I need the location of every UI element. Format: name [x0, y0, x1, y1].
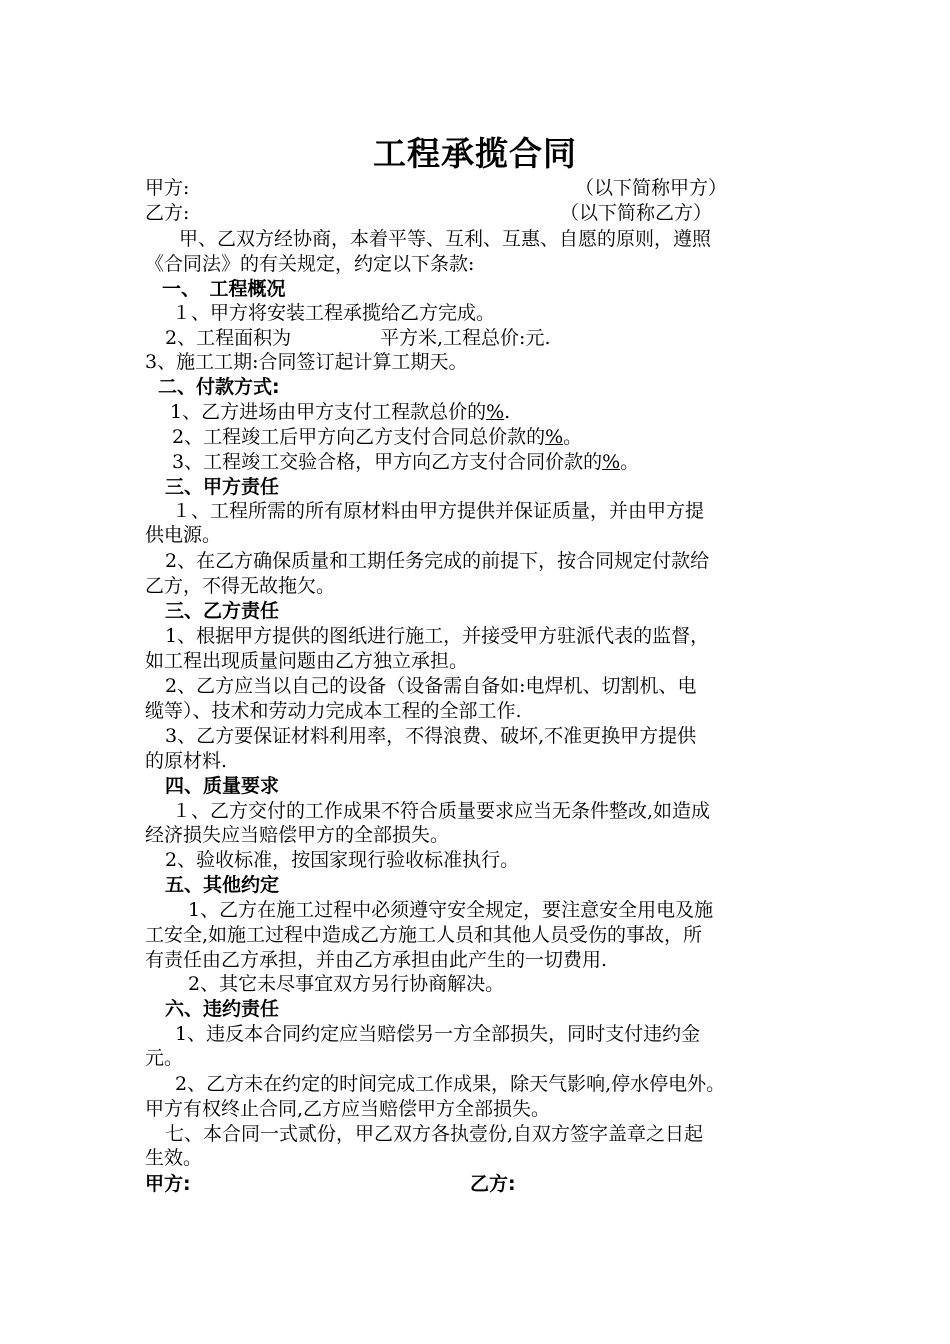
- party-b-label: 乙方:: [145, 202, 190, 224]
- s7-item-2-line-2: 甲方有权终止合同,乙方应当赔偿甲方全部损失。: [145, 1098, 551, 1120]
- document-title: 工程承揽合同: [373, 134, 577, 173]
- section-1-heading: 一、 工程概况: [162, 278, 286, 300]
- s1-item-2b: 平方米,工程总价:元.: [380, 327, 551, 349]
- section-6-heading: 五、其他约定: [165, 874, 280, 896]
- signature-party-a: 甲方:: [145, 1173, 191, 1195]
- s3-item-1-line-2: 供电源。: [145, 524, 222, 546]
- signature-party-b: 乙方:: [470, 1173, 516, 1195]
- party-a-note: （以下简称甲方）: [575, 177, 728, 199]
- s5-item-2: 2、验收标准，按国家现行验收标准执行。: [165, 849, 520, 871]
- s1-item-3: 3、施工工期:合同签订起计算工期天。: [145, 351, 468, 373]
- s7-item-2-line-1: 2、乙方未在约定的时间完成工作成果，除天气影响,停水停电外。: [175, 1073, 726, 1095]
- party-a-label: 甲方:: [145, 177, 190, 199]
- s7-item-1-line-2: 元。: [145, 1047, 184, 1069]
- preamble-line-2: 《合同法》的有关规定，约定以下条款:: [145, 253, 475, 275]
- s4-item-2-line-2: 缆等）、技术和劳动力完成本工程的全部工作.: [145, 700, 522, 722]
- s6-item-2: 2、其它未尽事宜双方另行协商解决。: [188, 973, 505, 995]
- s4-item-1-line-1: 1、根据甲方提供的图纸进行施工，并接受甲方驻派代表的监督，: [165, 625, 710, 647]
- s7-item-1-line-1: 1、违反本合同约定应当赔偿另一方全部损失，同时支付违约金: [175, 1023, 701, 1045]
- s2-item-2: 2、工程竣工后甲方向乙方支付合同总价款的%。: [172, 426, 583, 448]
- s2-item-1: 1、乙方进场由甲方支付工程款总价的%.: [170, 401, 511, 423]
- section-4-heading: 三、乙方责任: [165, 600, 280, 622]
- s5-item-1-line-1: １、乙方交付的工作成果不符合质量要求应当无条件整改,如造成: [172, 800, 711, 822]
- section-3-heading: 三、甲方责任: [165, 476, 280, 498]
- s3-item-2-line-1: 2、在乙方确保质量和工期任务完成的前提下，按合同规定付款给: [165, 550, 710, 572]
- s2-item-3: 3、工程竣工交验合格，甲方向乙方支付合同价款的%。: [172, 451, 640, 473]
- s6-item-1-line-2: 工安全,如施工过程中造成乙方施工人员和其他人员受伤的事故，所: [145, 924, 703, 946]
- s1-item-1: １、甲方将安装工程承揽给乙方完成。: [172, 302, 496, 324]
- s5-item-1-line-2: 经济损失应当赔偿甲方的全部损失。: [145, 824, 450, 846]
- s3-item-1-line-1: １、工程所需的所有原材料由甲方提供并保证质量，并由甲方提: [172, 500, 705, 522]
- section-5-heading: 四、质量要求: [165, 775, 280, 797]
- s6-item-1-line-3: 有责任由乙方承担，并由乙方承担由此产生的一切费用.: [145, 949, 608, 971]
- s1-item-2a: 2、工程面积为: [165, 327, 292, 349]
- section-8-line-2: 生效。: [145, 1147, 203, 1169]
- party-b-note: （以下简称乙方）: [560, 202, 713, 224]
- preamble-line-1: 甲、乙双方经协商，本着平等、互利、互惠、自愿的原则，遵照: [160, 228, 712, 250]
- s3-item-2-line-2: 乙方，不得无故拖欠。: [145, 575, 336, 597]
- s4-item-3-line-1: 3、乙方要保证材料利用率，不得浪费、破坏,不准更换甲方提供: [165, 725, 697, 747]
- s4-item-1-line-2: 如工程出现质量问题由乙方独立承担。: [145, 650, 469, 672]
- s4-item-2-line-1: 2、乙方应当以自己的设备（设备需自备如:电焊机、切割机、电: [165, 675, 697, 697]
- section-8-line-1: 七、本合同一式贰份，甲乙双方各执壹份,自双方签字盖章之日起: [165, 1123, 704, 1145]
- section-2-heading: 二、付款方式:: [158, 376, 280, 398]
- s4-item-3-line-2: 的原材料.: [145, 750, 228, 772]
- s6-item-1-line-1: 1、乙方在施工过程中必须遵守安全规定，要注意安全用电及施: [188, 899, 714, 921]
- section-7-heading: 六、违约责任: [165, 998, 280, 1020]
